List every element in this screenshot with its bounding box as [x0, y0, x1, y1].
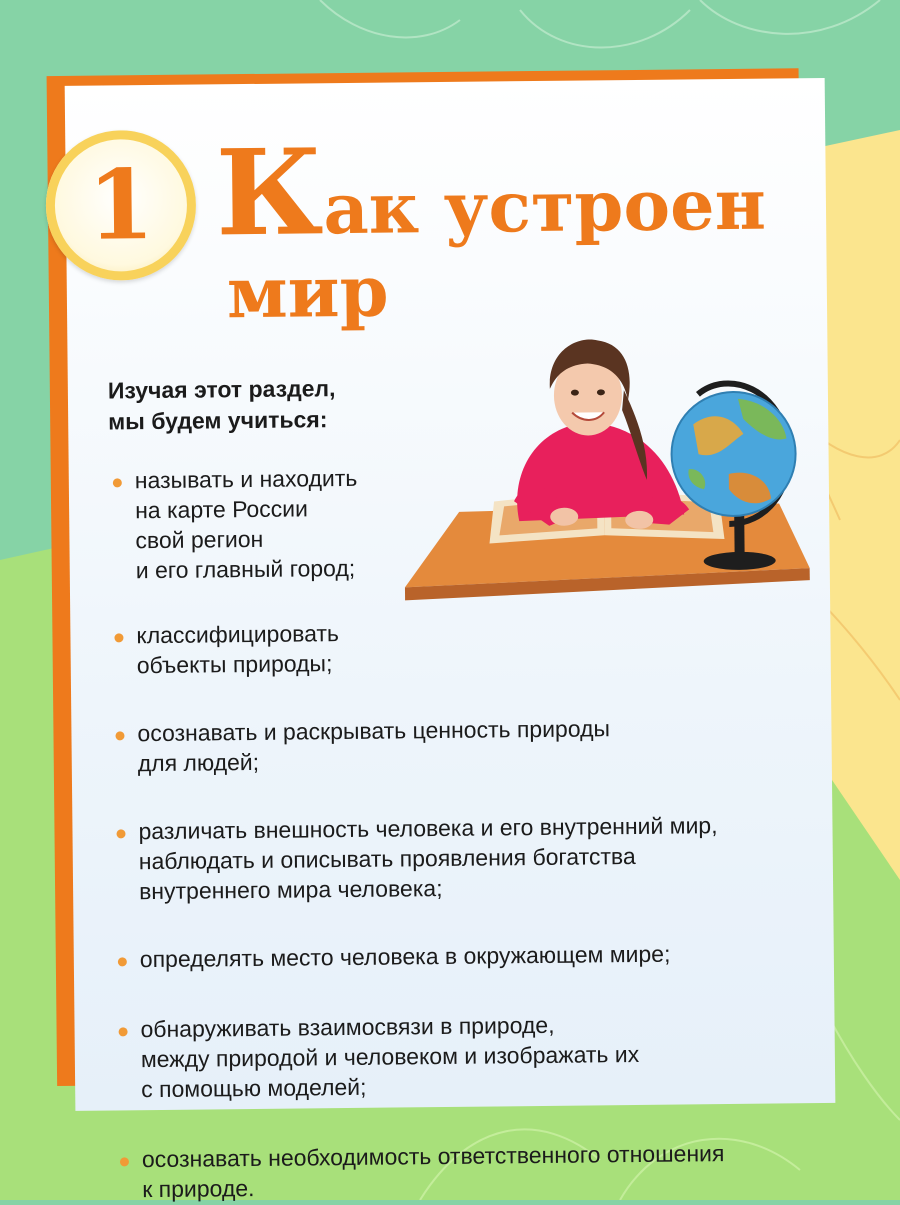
bullet-icon: [119, 1027, 128, 1036]
bullet-icon: [120, 1157, 129, 1166]
list-item: [116, 937, 796, 974]
goal-text: осознавать необходимость ответственного отношения к природе.: [141, 1140, 725, 1203]
section-number-badge: [45, 130, 197, 282]
content-card: [65, 78, 836, 1203]
intro-line-2: мы будем учиться:: [108, 406, 328, 435]
title-line-1-rest: ак устроен: [322, 162, 767, 251]
list-item: [112, 613, 793, 680]
goal-text: классифицировать объекты природы;: [136, 620, 340, 679]
page-sheet: [47, 68, 838, 1203]
bullet-icon: [116, 829, 125, 838]
intro-line-1: Изучая этот раздел,: [107, 375, 336, 404]
list-item: [111, 458, 792, 585]
title-line-2: мир: [226, 249, 389, 335]
bullet-icon: [115, 731, 124, 740]
title-line-1: [215, 122, 816, 263]
title-capital-letter: К: [215, 122, 324, 263]
list-item: [113, 711, 794, 778]
list-item: [116, 1007, 797, 1104]
bullet-icon: [118, 957, 127, 966]
goal-text: определять место человека в окружающем мире;: [139, 940, 671, 973]
section-number: 1: [86, 147, 155, 262]
goal-text: называть и находить на карте России свой регион и его главный город;: [134, 464, 358, 584]
goal-text: осознавать и раскрывать ценность природы для людей;: [137, 715, 611, 777]
section-title: [215, 122, 817, 335]
list-item: [118, 1137, 799, 1204]
bullet-icon: [113, 478, 122, 487]
goals-list: [111, 458, 799, 1204]
goal-text: обнаруживать взаимосвязи в природе, между природой и человеком и изображать их с помощью моделей;: [140, 1011, 640, 1103]
intro-text: [108, 372, 439, 437]
goal-text: различать внешность человека и его внутренний мир, наблюдать и описывать проявления богатства внутреннего мира человека;: [138, 812, 718, 905]
bullet-icon: [114, 633, 123, 642]
list-item: [114, 809, 795, 906]
